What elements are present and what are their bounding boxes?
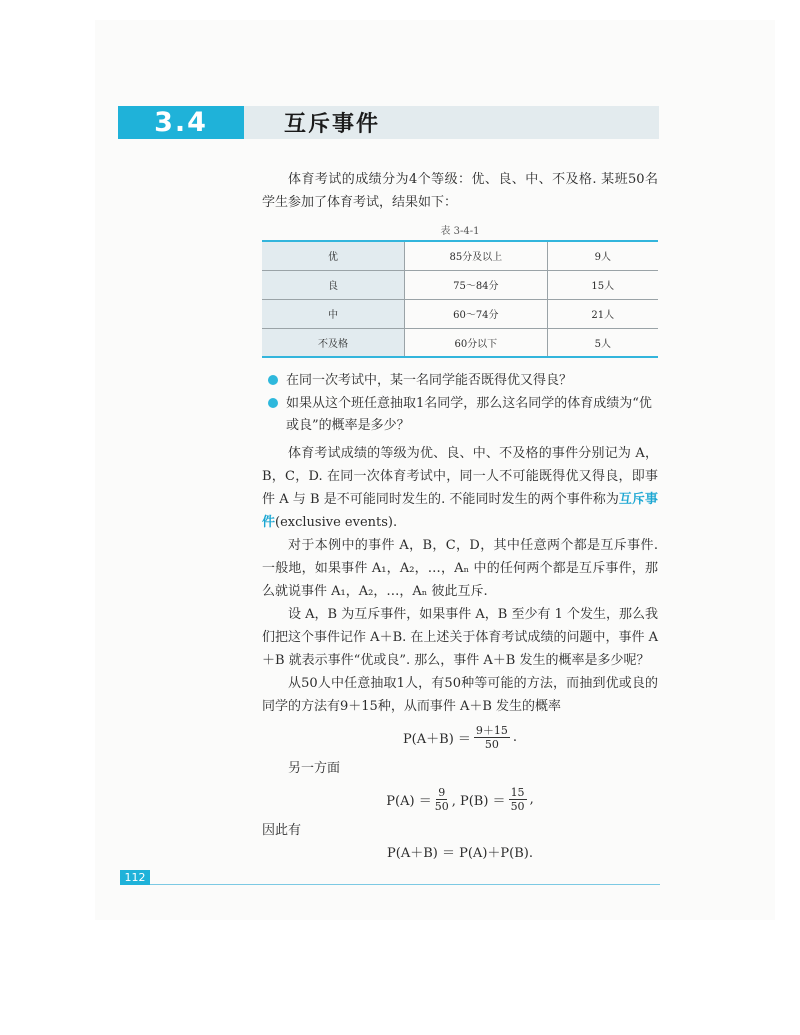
page-number: 112: [120, 870, 150, 885]
count-cell: 9人: [547, 241, 658, 270]
range-cell: 75～84分: [405, 270, 548, 299]
body-paragraph: 因此有: [262, 823, 302, 838]
question-text: 在同一次考试中，某一名同学能否既得优又得良？: [286, 373, 573, 388]
count-cell: 5人: [547, 328, 658, 357]
denominator: 50: [484, 738, 499, 751]
formula-text: ,: [529, 792, 534, 807]
table-row: [262, 270, 658, 299]
main-content: [262, 168, 658, 867]
body-paragraph: 对于本例中的事件 A，B，C，D，其中任意两个都是互斥事件. 一般地，如果事件 A₁，A₂，…，Aₙ 中的任何两个都是互斥事件，那么就说事件 A₁，A₂，…，Aₙ 彼此互斥.: [262, 538, 658, 599]
formula-text: P(A) ＝: [386, 794, 432, 809]
grade-cell: 中: [262, 299, 405, 328]
range-cell: 85分及以上: [405, 241, 548, 270]
definition-text: 体育考试成绩的等级为优、良、中、不及格的事件分别记为 A，B，C，D. 在同一次体育考试中，同一人不可能既得优又得良，即事件 A 与 B 是不可能同时发生的. 不能同时发生的两个事件称为: [262, 446, 658, 507]
intro-paragraph: 体育考试的成绩分为4个等级：优、良、中、不及格. 某班50名学生参加了体育考试，结果如下：: [262, 172, 658, 210]
section-title: 互斥事件: [284, 112, 381, 137]
question-item: [262, 369, 658, 391]
grade-cell: 不及格: [262, 328, 405, 357]
footer-rule: [150, 884, 660, 885]
section-header-band: [244, 106, 659, 139]
fraction: [509, 786, 527, 813]
definition-paragraph: [262, 442, 658, 534]
body-paragraph: 从50人中任意抽取1人，有50种等可能的方法，而抽到优或良的同学的方法有9＋15种，从而事件 A＋B 发生的概率: [262, 676, 658, 714]
grade-cell: 良: [262, 270, 405, 299]
formula-individual-probabilities: [262, 786, 658, 813]
bullet-dot-icon: [268, 375, 278, 385]
body-paragraph: 另一方面: [288, 761, 341, 776]
key-term: 互斥事件: [262, 492, 658, 530]
fraction: [435, 786, 449, 813]
denominator: 50: [434, 800, 449, 813]
bullet-dot-icon: [268, 398, 278, 408]
question-item: [262, 392, 658, 436]
fraction: [474, 724, 510, 751]
formula-text: , P(B) ＝: [451, 794, 506, 809]
count-cell: 21人: [547, 299, 658, 328]
section-number: 3.4: [118, 106, 244, 139]
term-english: (exclusive events).: [275, 515, 398, 530]
denominator: 50: [510, 800, 525, 813]
table-row: [262, 299, 658, 328]
question-text: 如果从这个班任意抽取1名同学，那么这名同学的体育成绩为“优或良”的概率是多少？: [286, 396, 652, 433]
numerator: 9＋15: [475, 724, 508, 737]
range-cell: 60分以下: [405, 328, 548, 357]
table-caption: 表 3-4-1: [440, 226, 480, 237]
table-row: [262, 328, 658, 357]
count-cell: 15人: [547, 270, 658, 299]
numerator: 15: [510, 786, 525, 799]
formula-addition-rule: P(A＋B) ＝ P(A)＋P(B).: [387, 846, 533, 861]
body-paragraph: 设 A，B 为互斥事件，如果事件 A，B 至少有 1 个发生，那么我们把这个事件记作 A＋B. 在上述关于体育考试成绩的问题中，事件 A＋B 就表示事件“优或良”. 那么，事件 A＋B 发生的概率是多少呢？: [262, 607, 658, 668]
formula-text: .: [512, 730, 518, 745]
grade-cell: 优: [262, 241, 405, 270]
numerator: 9: [438, 786, 446, 799]
range-cell: 60～74分: [405, 299, 548, 328]
grade-table: [262, 240, 658, 358]
formula-sum-probability: [262, 724, 658, 751]
formula-text: P(A＋B) ＝: [402, 732, 471, 747]
table-row: [262, 241, 658, 270]
